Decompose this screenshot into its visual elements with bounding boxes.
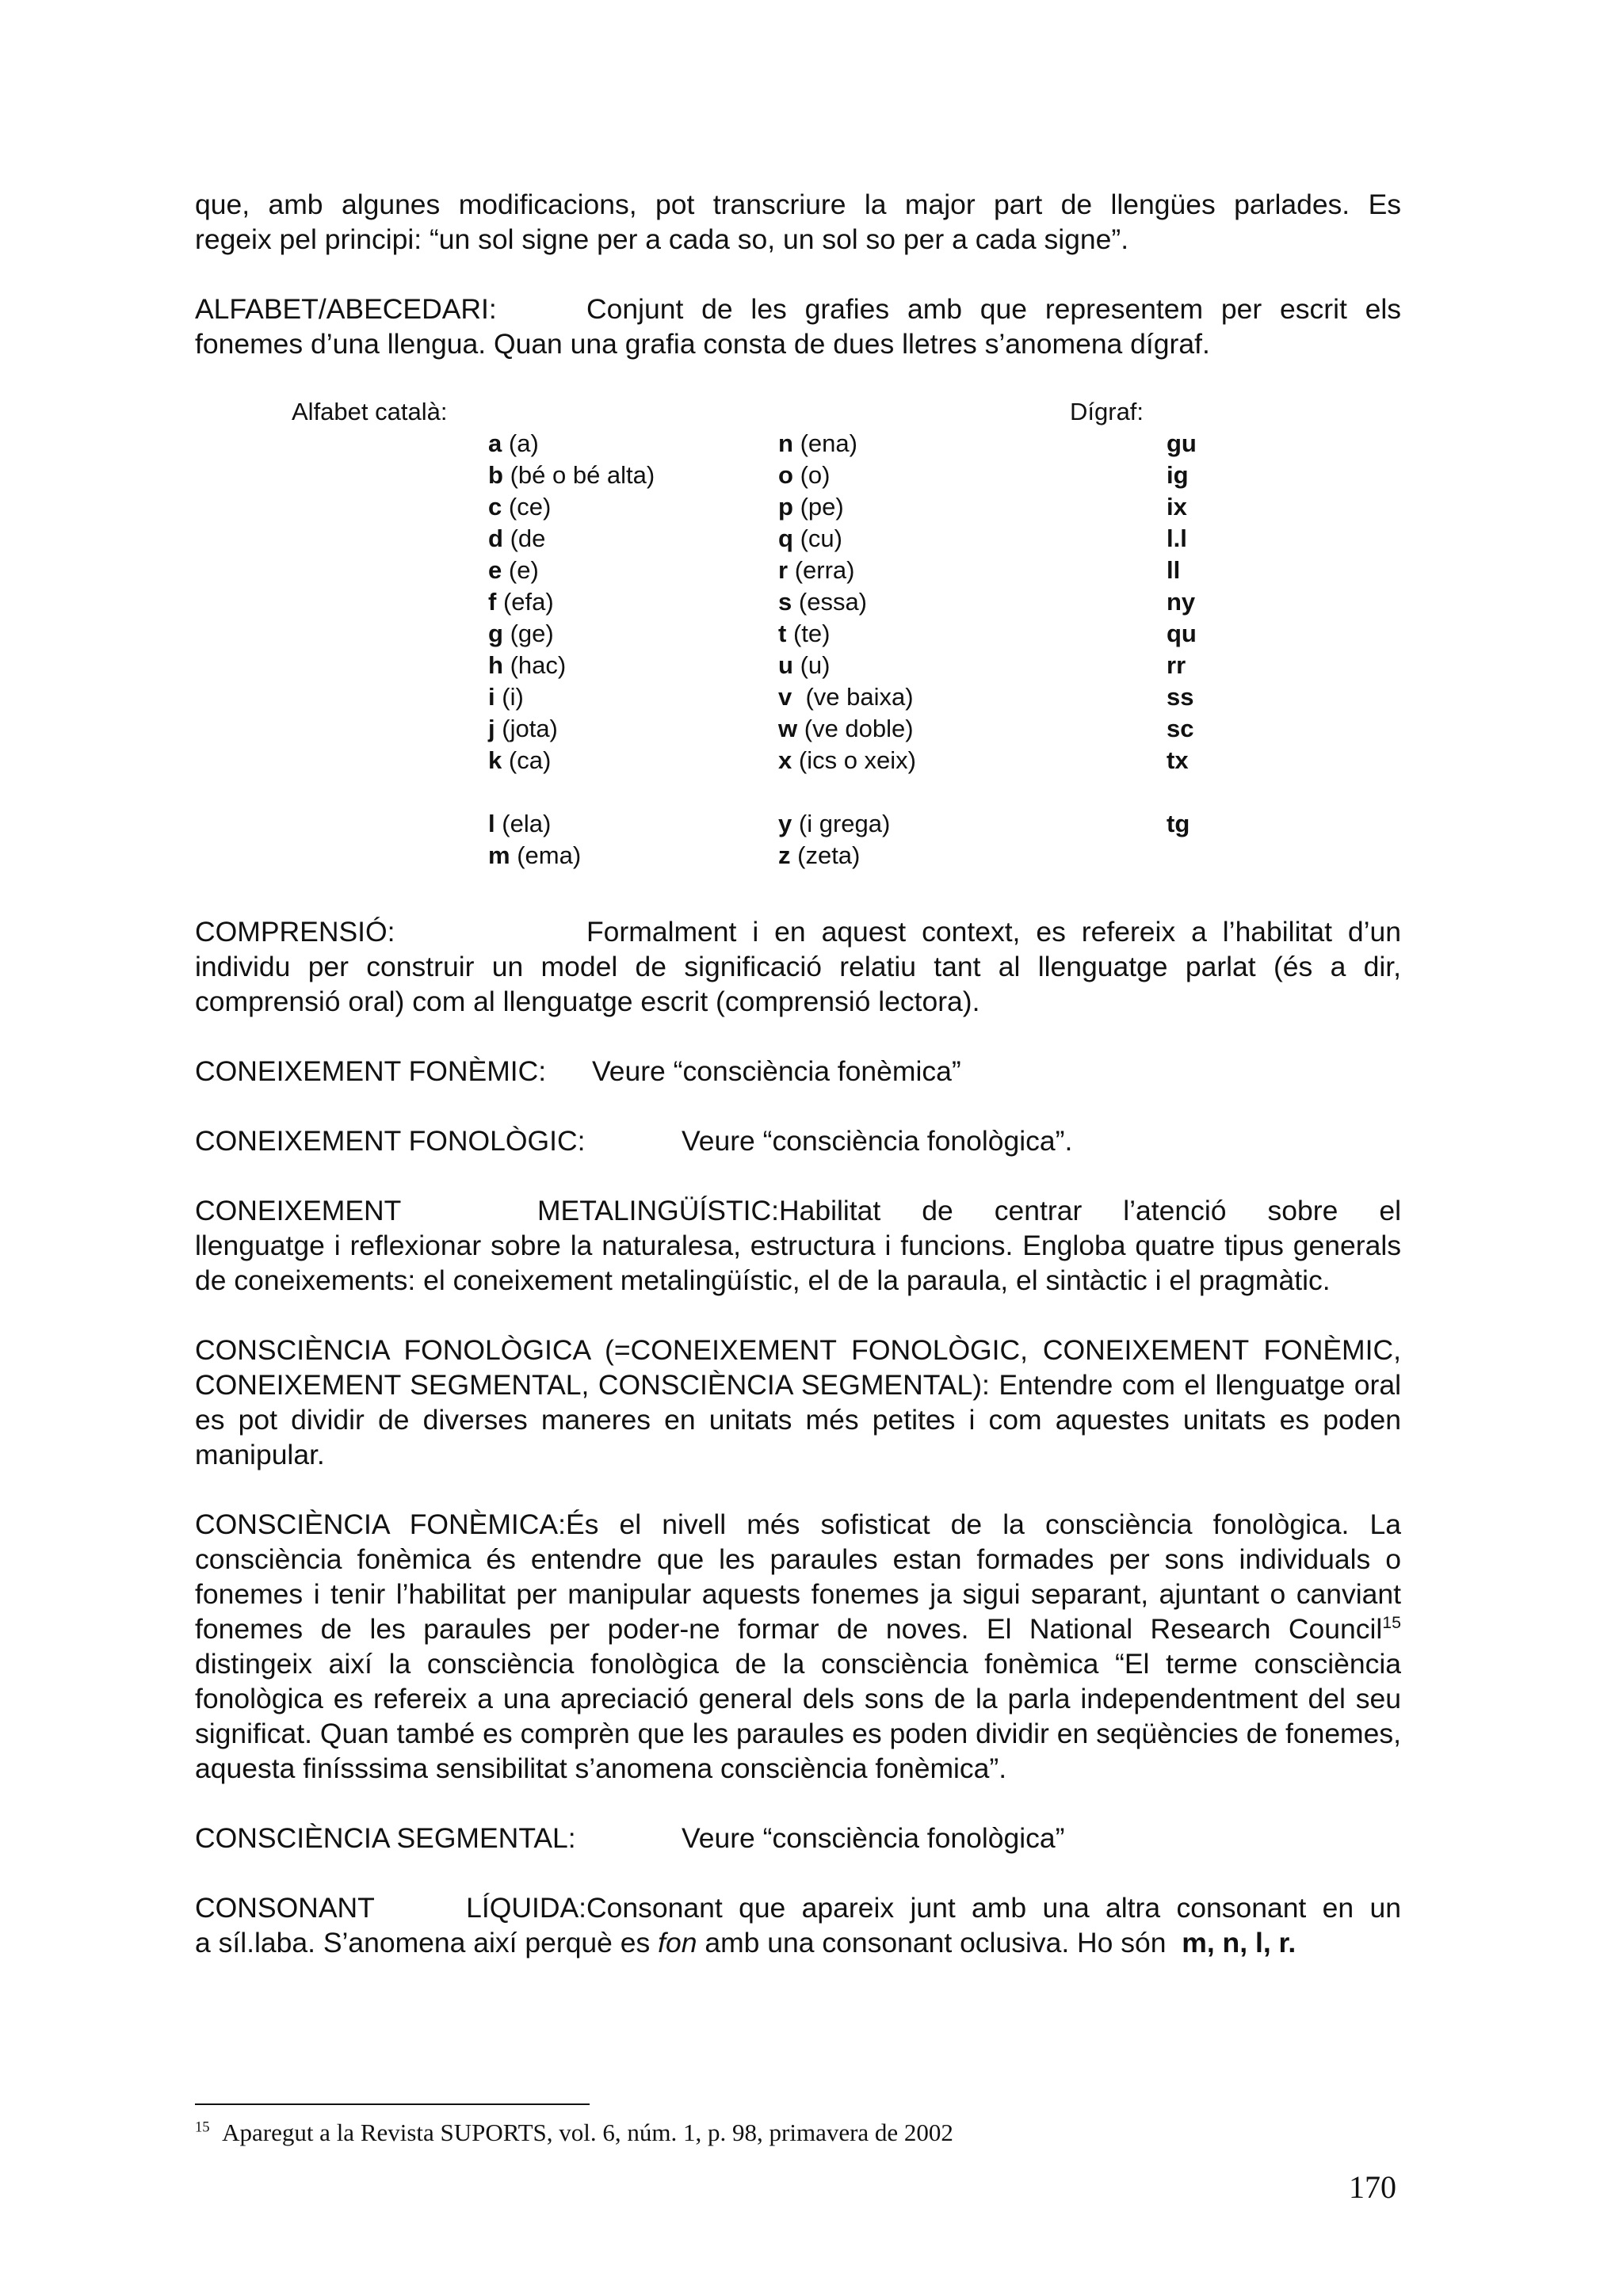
digraph: ss: [1167, 683, 1194, 711]
digraph-item: [1167, 681, 1197, 713]
digraph: gu: [1167, 429, 1197, 457]
digraph-item: [1167, 745, 1197, 776]
letter: z: [778, 841, 791, 869]
alphabet-letter-row: [778, 555, 916, 586]
alphabet-column-2: [778, 428, 916, 871]
entry-text: a síl.laba. S’anomena així perquè es: [195, 1927, 659, 1958]
entry-consonant-line-2: [195, 1925, 1401, 1960]
alphabet-letter-row: [778, 618, 916, 650]
entry-consonant-liquida: [195, 1890, 1401, 1960]
letter-name: (ena): [800, 429, 857, 457]
alphabet-letter-row: [488, 460, 655, 491]
digraph-item: [1167, 428, 1197, 460]
alphabet-letter-row: [778, 808, 916, 840]
entry-term: CONSCIÈNCIA FONÈMICA:: [195, 1508, 566, 1540]
letter-name: (efa): [502, 588, 554, 616]
letter-name: (u): [800, 651, 831, 679]
footnote-separator: [195, 2103, 590, 2105]
letter-name: (ela): [502, 810, 552, 837]
entry-alfabet-line-2: fonemes d’una llengua. Quan una grafia consta de dues lletres s’anomena dígraf.: [195, 328, 1210, 360]
entry-term: ALFABET/ABECEDARI:: [195, 293, 497, 325]
letter-name: (e): [508, 556, 539, 584]
letter: g: [488, 620, 503, 647]
entry-coneixement-fonemic: [195, 1054, 1401, 1089]
alphabet-column-1: [488, 428, 655, 871]
alphabet-letter-row: [778, 460, 916, 491]
alphabet-letter-row: [488, 650, 655, 681]
digraph-item: [1167, 586, 1197, 618]
entry-definition-part-1: És el nivell més sofisticat de la consciència fonològica. La consciència fonèmica és entendre que les paraules estan formades per sons individuals o fonemes i tenir l’habilitat per manipular aquests fonemes ja sigui separant, ajuntant o canviant fonemes de les paraules per poder-ne formar de noves. El National Research Council: [195, 1508, 1401, 1645]
entry-definition: Veure “consciència fonèmica”: [592, 1055, 961, 1087]
digraph: qu: [1167, 620, 1197, 647]
alphabet-letter-row: [488, 681, 655, 713]
alphabet-letter-row: [488, 618, 655, 650]
letter: s: [778, 588, 792, 616]
letter-name: (ce): [508, 493, 552, 521]
entry-alfabet: [195, 292, 1401, 361]
letter-name: (essa): [798, 588, 868, 616]
letter: t: [778, 620, 787, 647]
alphabet-letter-row: [778, 681, 916, 713]
letter-name: (erra): [794, 556, 855, 584]
letter-name: (cu): [800, 524, 842, 552]
letter-name: (ge): [510, 620, 554, 647]
letter-name: (i): [502, 683, 524, 711]
digraph: rr: [1167, 651, 1186, 679]
letter: i: [488, 683, 495, 711]
letter: h: [488, 651, 503, 679]
alphabet-letter-row: [488, 586, 655, 618]
footnote-reference[interactable]: 15: [1382, 1613, 1401, 1633]
intro-line-1: que, amb algunes modificacions, pot transcriure la major part de llengües parlades. Es: [195, 189, 1401, 220]
row-gap: [1167, 776, 1197, 808]
entry-bold-text: m, n, l, r.: [1182, 1927, 1296, 1958]
entry-alfabet-line-1: [195, 292, 1401, 326]
entry-term: COMPRENSIÓ:: [195, 916, 395, 948]
letter: j: [488, 715, 495, 742]
digraph-item: [1167, 523, 1197, 555]
entry-definition: Consonant que apareix junt amb una altra consonant en un: [586, 1892, 1401, 1924]
letter: o: [778, 461, 793, 489]
letter: y: [778, 810, 792, 837]
intro-line-2: regeix pel principi: “un sol signe per a cada so, un sol so per a cada signe”.: [195, 223, 1129, 255]
footnote: [195, 2117, 953, 2149]
letter: l: [488, 810, 495, 837]
entry-coneixement-fonologic: [195, 1123, 1401, 1158]
digraph-column: [1167, 428, 1197, 840]
alphabet-letter-row: [778, 491, 916, 523]
digraph: ny: [1167, 588, 1196, 616]
alphabet-letter-row: [778, 745, 916, 776]
letter: a: [488, 429, 502, 457]
letter: p: [778, 493, 793, 521]
digraph: ll: [1167, 556, 1181, 584]
letter-name: (ema): [517, 841, 582, 869]
letter-name: (te): [792, 620, 831, 647]
row-gap: [778, 776, 916, 808]
digraph: l.l: [1167, 524, 1187, 552]
letter: v: [778, 683, 792, 711]
page-number: 170: [1349, 2169, 1396, 2205]
alphabet-letter-row: [488, 491, 655, 523]
digraph-item: [1167, 491, 1197, 523]
digraph: tx: [1167, 746, 1189, 774]
alphabet-letter-row: [778, 428, 916, 460]
letter: r: [778, 556, 789, 584]
alphabet-letter-row: [488, 713, 655, 745]
letter-name: (jota): [502, 715, 558, 742]
letter: u: [778, 651, 793, 679]
alphabet-letter-row: [488, 840, 655, 871]
entry-metaling-line-1: [195, 1193, 1401, 1228]
alphabet-table: [195, 396, 1401, 879]
letter: q: [778, 524, 793, 552]
row-gap: [488, 776, 655, 808]
letter: d: [488, 524, 503, 552]
letter-name: (a): [508, 429, 539, 457]
digraph-label: Dígraf:: [1070, 398, 1144, 425]
letter-name: (hac): [510, 651, 567, 679]
digraph: sc: [1167, 715, 1194, 742]
letter: n: [778, 429, 793, 457]
letter: e: [488, 556, 502, 584]
letter-name: (ics o xeix): [798, 746, 917, 774]
letter-name: (ve doble): [804, 715, 914, 742]
digraph-item: [1167, 460, 1197, 491]
alphabet-letter-row: [778, 586, 916, 618]
entry-consciencia-segmental: [195, 1821, 1401, 1855]
digraph-item: [1167, 555, 1197, 586]
entry-text: amb una consonant oclusiva. Ho són: [697, 1927, 1182, 1958]
entry-term: CONSCIÈNCIA SEGMENTAL:: [195, 1822, 576, 1854]
alphabet-letter-row: [778, 840, 916, 871]
alphabet-letter-row: [488, 808, 655, 840]
letter-name: (de: [510, 524, 546, 552]
digraph: ig: [1167, 461, 1189, 489]
alphabet-letter-row: [778, 650, 916, 681]
footnote-number: 15: [195, 2119, 210, 2136]
entry-comprensio-rest: individu per construir un model de significació relatiu tant al llenguatge parlat (és a dir, comprensió oral) com al llenguatge escrit (comprensió lectora).: [195, 951, 1401, 1017]
alphabet-letter-row: [488, 523, 655, 555]
alphabet-letter-row: [488, 555, 655, 586]
entry-consonant-line-1: [195, 1890, 1401, 1925]
letter-name: (zeta): [797, 841, 861, 869]
page-content: [195, 187, 1401, 1960]
entry-term: CONSONANT LÍQUIDA:: [195, 1892, 586, 1924]
alphabet-letter-row: [488, 428, 655, 460]
footnote-text: Aparegut a la Revista SUPORTS, vol. 6, núm. 1, p. 98, primavera de 2002: [222, 2119, 953, 2146]
letter-name: (o): [800, 461, 831, 489]
entry-consciencia-fonologica: CONSCIÈNCIA FONOLÒGICA (=CONEIXEMENT FONOLÒGIC, CONEIXEMENT FONÈMIC, CONEIXEMENT SEGMENTAL, CONSCIÈNCIA SEGMENTAL): Entendre com el llenguatge oral es pot dividir de diverses maneres en unitats més petites i com aquestes unitats es poden manipular.: [195, 1334, 1401, 1470]
entry-comprensio-line-1: [195, 914, 1401, 949]
entry-term: CONEIXEMENT FONÈMIC:: [195, 1055, 547, 1087]
letter: k: [488, 746, 502, 774]
entry-definition: Formalment i en aquest context, es refereix a l’habilitat d’un: [586, 916, 1401, 948]
letter: x: [778, 746, 792, 774]
letter-name: (i grega): [798, 810, 891, 837]
letter-name: (bé o bé alta): [510, 461, 655, 489]
entry-definition: Veure “consciència fonològica”: [682, 1822, 1065, 1854]
alphabet-letter-row: [488, 745, 655, 776]
entry-term: CONEIXEMENT FONOLÒGIC:: [195, 1125, 586, 1157]
letter: w: [778, 715, 798, 742]
alphabet-label: Alfabet català:: [292, 398, 448, 425]
alphabet-letter-row: [778, 523, 916, 555]
entry-definition-part-2: distingeix així la consciència fonològica de la consciència fonèmica “El terme consciència fonològica es refereix a una apreciació general dels sons de la parla independentment del seu significat. Quan també es comprèn que les paraules es poden dividir en seqüències de fonemes, aquesta finísssima sensibilitat s’anomena consciència fonèmica”.: [195, 1648, 1401, 1784]
letter-name: (ve baixa): [798, 683, 914, 711]
alphabet-letter-row: [778, 713, 916, 745]
digraph-item: [1167, 713, 1197, 745]
letter: c: [488, 493, 502, 521]
letter-name: (ca): [508, 746, 552, 774]
entry-italic-text: fon: [658, 1927, 697, 1958]
digraph-item: [1167, 808, 1197, 840]
digraph-item: [1167, 618, 1197, 650]
digraph-item: [1167, 650, 1197, 681]
entry-metaling-rest: llenguatge i reflexionar sobre la naturalesa, estructura i funcions. Engloba quatre tipus generals de coneixements: el coneixement metalingüístic, el de la paraula, el sintàctic i el pragmàtic.: [195, 1230, 1401, 1296]
entry-term: CONEIXEMENT METALINGÜÍSTIC:: [195, 1195, 779, 1226]
letter: b: [488, 461, 503, 489]
entry-consciencia-fonemica: [195, 1507, 1401, 1786]
entry-coneixement-metalinguistic: [195, 1193, 1401, 1298]
entry-definition: Conjunt de les grafies amb que representem per escrit els: [586, 293, 1401, 325]
letter-name: (pe): [800, 493, 844, 521]
entry-definition: Habilitat de centrar l’atenció sobre el: [779, 1195, 1401, 1226]
digraph: tg: [1167, 810, 1190, 837]
digraph: ix: [1167, 493, 1187, 521]
letter: f: [488, 588, 497, 616]
letter: m: [488, 841, 510, 869]
entry-definition: Veure “consciència fonològica”.: [682, 1125, 1073, 1157]
entry-comprensio: [195, 914, 1401, 1019]
intro-paragraph: [195, 187, 1401, 257]
